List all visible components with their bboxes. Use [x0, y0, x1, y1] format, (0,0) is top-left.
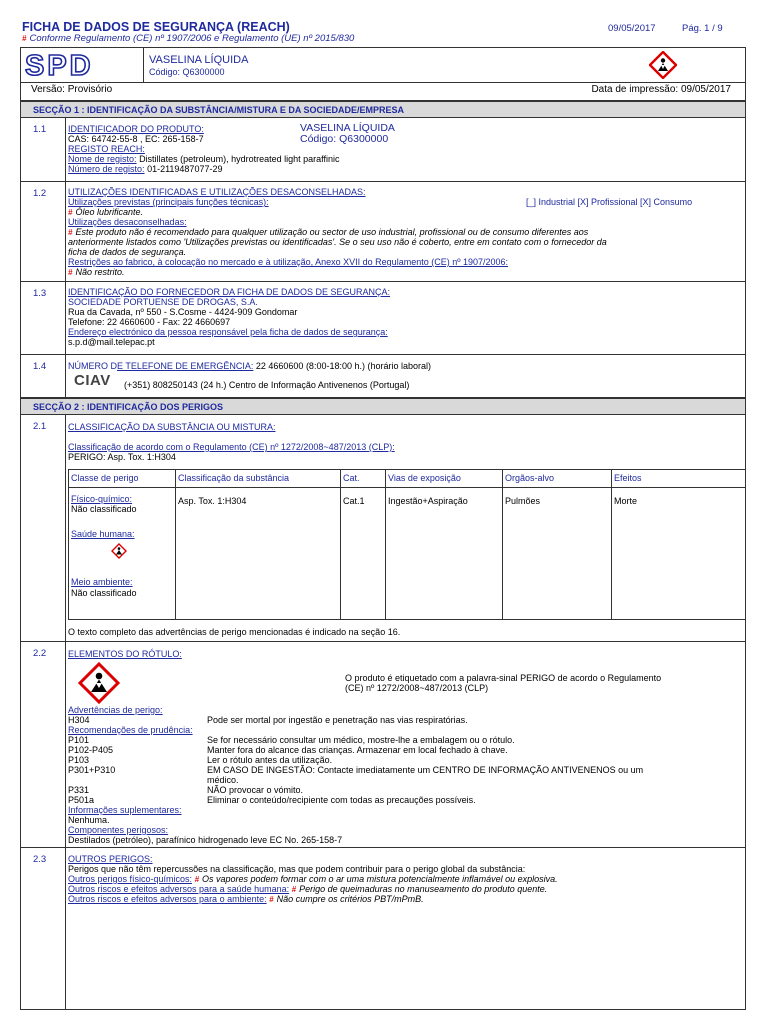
- other-hazards-heading: OUTROS PERIGOS:: [68, 854, 153, 864]
- subsection-number: 2.1: [33, 421, 47, 432]
- uses-advised-against-line-1: Este produto não é recomendado para qualquer utilização ou sector de uso industrial, profissional ou de consumo diferentes aos: [75, 227, 589, 237]
- other-hazards-intro: Perigos que não têm repercussões na classificação, mas que podem contribuir para o perigo global da substância:: [68, 864, 526, 874]
- signal-word-text-1: O produto é etiquetado com a palavra-sinal PERIGO de acordo o Regulamento: [345, 673, 662, 683]
- hazard-text: Pode ser mortal por ingestão e penetração nas vias respiratórias.: [207, 715, 468, 725]
- product-code: Código: Q6300000: [149, 67, 225, 77]
- precaution-code: P501a: [68, 795, 95, 805]
- subsection-2-1: [21, 415, 745, 642]
- page-number: Pág. 1 / 9: [682, 23, 723, 34]
- subsection-1-2: [21, 182, 745, 282]
- hazard-statements-label: Advertências de perigo:: [68, 705, 163, 715]
- label-elements-heading: ELEMENTOS DO RÓTULO:: [68, 649, 182, 659]
- svg-text:SPD: SPD: [25, 51, 94, 79]
- subsection-number: 1.4: [33, 361, 47, 372]
- precaution-code: P102-P405: [68, 745, 114, 755]
- document-title: FICHA DE DADOS DE SEGURANÇA (REACH): [22, 20, 290, 34]
- other-physchem-value: Os vapores podem formar com o ar uma mistura potencialmente inflamável ou explosiva.: [202, 874, 558, 884]
- emergency-phone-label-a: NÚMERO D: [68, 361, 117, 371]
- other-physchem-label: Outros perigos físico-químicos:: [68, 874, 193, 884]
- precaution-text: NÃO provocar o vómito.: [207, 785, 304, 795]
- hazardous-components-label: Componentes perigosos:: [68, 825, 169, 835]
- version-row: [21, 82, 745, 101]
- intended-use: Óleo lubrificante.: [75, 207, 143, 217]
- restrictions-value: Não restrito.: [75, 267, 125, 277]
- cas-ec-numbers: CAS: 64742-55-8 , EC: 265-158-7: [68, 134, 204, 144]
- column-divider: [65, 355, 66, 397]
- classification-heading: CLASSIFICAÇÃO DA SUBSTÂNCIA OU MISTURA:: [68, 422, 276, 432]
- column-divider: [65, 848, 66, 1009]
- intended-uses-label: Utilizações previstas (principais funções técnicas):: [68, 197, 269, 207]
- subsection-number: 2.2: [33, 648, 47, 659]
- other-environment-value: Não cumpre os critérios PBT/mPmB.: [276, 894, 424, 904]
- version-label: Versão: Provisório: [31, 84, 113, 95]
- effects-cell: Morte: [612, 487, 746, 619]
- precaution-text: Ler o rótulo antes da utilização.: [207, 755, 333, 765]
- precaution-code: P103: [68, 755, 90, 765]
- column-divider: [65, 118, 66, 181]
- target-organs-cell: Pulmões: [503, 487, 612, 619]
- document-date: 09/05/2017: [608, 23, 656, 34]
- physchem-label: Físico-químico:: [71, 493, 133, 504]
- print-date: Data de impressão: 09/05/2017: [591, 84, 731, 95]
- subsection-1-1: [21, 118, 745, 182]
- environment-value: Não classificado: [71, 587, 137, 598]
- section-1-header: [21, 101, 745, 118]
- responsible-email: s.p.d@mail.telepac.pt: [68, 337, 155, 347]
- subsection-number: 1.1: [33, 124, 47, 135]
- supplier-phone-fax: Telefone: 22 4660600 - Fax: 22 4660697: [68, 317, 231, 327]
- subsection-1-3: [21, 282, 745, 355]
- precaution-text: Se for necessário consultar um médico, mostre-lhe a embalagem ou o rótulo.: [207, 735, 515, 745]
- revision-mark: #: [68, 208, 73, 217]
- other-environment-label: Outros riscos e efeitos adversos para o ambiente:: [68, 894, 267, 904]
- uses-advised-against-line-3: ficha de dados de segurança.: [68, 247, 187, 257]
- table-header: Orgãos-alvo: [503, 470, 612, 488]
- precaution-code: P101: [68, 735, 90, 745]
- other-health-label: Outros riscos e efeitos adversos para a saúde humana:: [68, 884, 290, 894]
- table-header: Cat.: [341, 470, 386, 488]
- subsection-2-3: [21, 848, 745, 1009]
- uses-advised-against-line-2: anteriormente listados como 'Utilizações previstas ou identificadas'. Se o seu uso não é coberto, entre em contato com o fornecedor da: [68, 237, 607, 247]
- hazard-statements-footnote: O texto completo das advertências de perigo mencionadas é indicado na seção 16.: [68, 627, 401, 637]
- section-1-title: SECÇÃO 1 : IDENTIFICAÇÃO DA SUBSTÂNCIA/MISTURA E DA SOCIEDADE/EMPRESA: [33, 105, 405, 115]
- emergency-phone: 22 4660600 (8:00-18:00 h.) (horário laboral): [255, 361, 432, 371]
- revision-mark: #: [68, 268, 73, 277]
- precaution-text: Manter fora do alcance das crianças. Armazenar em local fechado à chave.: [207, 745, 508, 755]
- uses-advised-against-label: Utilizações desaconselhadas:: [68, 217, 187, 227]
- header-divider: [143, 48, 144, 82]
- reach-registration-heading: REGISTO REACH:: [68, 144, 145, 154]
- revision-mark: #: [291, 885, 297, 894]
- hazard-code: H304: [68, 715, 90, 725]
- table-header: Vias de exposição: [386, 470, 503, 488]
- table-row: [69, 487, 746, 619]
- spd-logo: [23, 51, 121, 79]
- subsection-2-2: [21, 642, 745, 848]
- revision-mark: #: [68, 228, 73, 237]
- physchem-value: Não classificado: [71, 504, 137, 514]
- supplementary-info-label: Informações suplementares:: [68, 805, 182, 815]
- product-header: [21, 48, 745, 83]
- environment-label: Meio ambiente:: [71, 577, 133, 587]
- subsection-number: 1.2: [33, 188, 47, 199]
- other-health-value: Perigo de queimaduras no manuseamento do produto quente.: [299, 884, 548, 894]
- precaution-text: Eliminar o conteúdo/recipiente com todas as precauções possíveis.: [207, 795, 476, 805]
- revision-mark: #: [22, 34, 27, 43]
- table-header-row: [69, 470, 746, 488]
- regulation-reference: Conforme Regulamento (CE) nº 1907/2006 e Regulamento (UE) nº 2015/830: [29, 33, 355, 44]
- column-divider: [65, 182, 66, 281]
- section-2-header: [21, 398, 745, 415]
- precaution-code: P301+P310: [68, 765, 116, 775]
- column-divider: [65, 415, 66, 641]
- supplier-company: SOCIEDADE PORTUENSE DE DROGAS, S.A.: [68, 297, 258, 307]
- supplier-address: Rua da Cavada, nº 550 - S.Cosme - 4424-909 Gondomar: [68, 307, 298, 317]
- responsible-email-label: Endereço electrónico da pessoa responsável pela ficha de dados de segurança:: [68, 327, 388, 337]
- column-divider: [65, 642, 66, 847]
- registration-name-label: Nome de registo:: [68, 154, 137, 164]
- use-sector-options: [_] Industrial [X] Profissional [X] Consumo: [526, 197, 693, 207]
- signal-word-text-2: (CE) nº 1272/2008~487/2013 (CLP): [345, 683, 489, 693]
- health-hazard-small-icon: [111, 543, 127, 559]
- clp-classification-label: Classificação de acordo com o Regulamento (CE) nº 1272/2008~487/2013 (CLP):: [68, 442, 395, 452]
- hazard-classification-table: [68, 469, 746, 620]
- hazard-class-cell: [69, 487, 176, 619]
- product-identifier-name: VASELINA LÍQUIDA: [300, 122, 395, 134]
- ciav-contact: (+351) 808250143 (24 h.) Centro de Informação Antivenenos (Portugal): [124, 380, 410, 390]
- emergency-phone-label-b: E TELEFONE DE EMERGÊNCIA:: [117, 361, 254, 371]
- health-hazard-label-pictogram-icon: [78, 662, 120, 704]
- column-divider: [65, 282, 66, 354]
- subsection-number: 1.3: [33, 288, 47, 299]
- table-header: Efeitos: [612, 470, 746, 488]
- precaution-text: EM CASO DE INGESTÃO: Contacte imediatamente um CENTRO DE INFORMAÇÃO ANTIVENENOS ou um: [207, 765, 644, 775]
- product-identifier-code: Código: Q6300000: [300, 133, 389, 145]
- registration-number-label: Número de registo:: [68, 164, 145, 174]
- subsection-1-4: [21, 355, 745, 398]
- supplier-heading: IDENTIFICAÇÃO DO FORNECEDOR DA FICHA DE DADOS DE SEGURANÇA:: [68, 287, 391, 297]
- restrictions-label: Restrições ao fabrico, à colocação no mercado e à utilização, Anexo XVII do Regulamento (CE) nº 1907/2006:: [68, 257, 509, 267]
- subsection-number: 2.3: [33, 854, 47, 865]
- precautionary-statements-label: Recomendações de prudência:: [68, 725, 193, 735]
- exposure-route-cell: Ingestão+Aspiração: [386, 487, 503, 619]
- section-2-title: SECÇÃO 2 : IDENTIFICAÇÃO DOS PERIGOS: [33, 402, 224, 412]
- clp-classification-value: PERIGO: Asp. Tox. 1:H304: [68, 452, 176, 462]
- table-header: Classificação da substância: [176, 470, 341, 488]
- precaution-code: P331: [68, 785, 90, 795]
- document-header: [20, 20, 746, 46]
- document-subtitle: [22, 33, 354, 44]
- revision-mark: #: [194, 875, 200, 884]
- identified-uses-heading: UTILIZAÇÕES IDENTIFICADAS E UTILIZAÇÕES DESACONSELHADAS:: [68, 187, 366, 197]
- health-hazard-pictogram-icon: [649, 51, 677, 79]
- health-label: Saúde humana:: [71, 528, 135, 539]
- classification-cell: Asp. Tox. 1:H304: [176, 487, 341, 619]
- product-name: VASELINA LÍQUIDA: [149, 54, 249, 66]
- ciav-logo: CIAV: [74, 372, 111, 389]
- document-frame: [20, 47, 746, 1010]
- registration-name: Distillates (petroleum), hydrotreated light paraffinic: [139, 154, 340, 164]
- registration-number: 01-2119487077-29: [147, 164, 223, 174]
- supplementary-info-value: Nenhuma.: [68, 815, 110, 825]
- revision-mark: #: [269, 895, 274, 904]
- category-cell: Cat.1: [341, 487, 386, 619]
- precaution-text: médico.: [207, 775, 239, 785]
- product-identifier-heading: IDENTIFICADOR DO PRODUTO:: [68, 124, 204, 134]
- hazardous-components-value: Destilados (petróleo), parafínico hidrogenado leve EC No. 265-158-7: [68, 835, 343, 845]
- table-header: Classe de perigo: [69, 470, 176, 488]
